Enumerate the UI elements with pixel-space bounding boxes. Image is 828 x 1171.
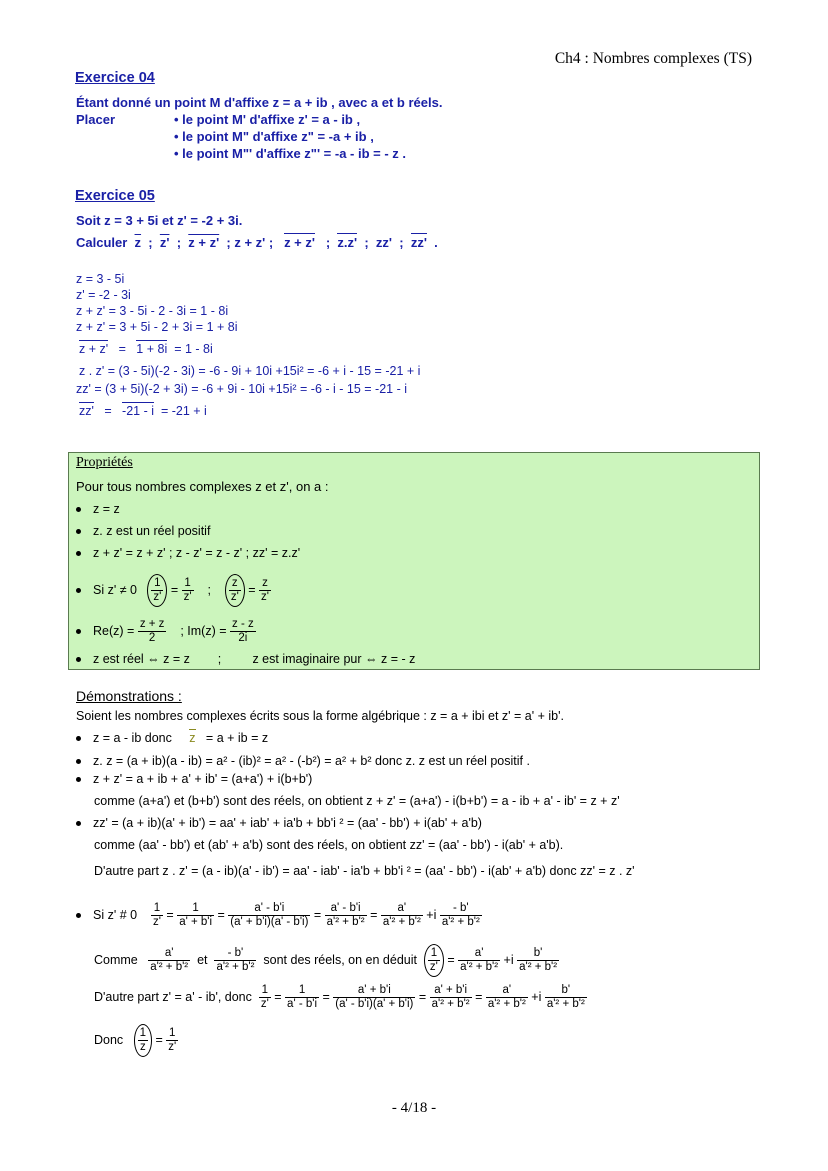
exercise-04-title: Exercice 04 [75,70,155,86]
page-footer: - 4/18 - [391,1100,437,1116]
ex05-calculer-row [76,235,438,250]
bullet [76,821,81,826]
calc-item: zz' [410,235,427,250]
bullet [76,736,81,741]
sol-line-6: z . z' = (3 - 5i)(-2 - 3i) = -6 - 9i + 10i +15i² = -6 + i - 15 = -21 + i [79,364,421,378]
ex04-bullet2: • le point M" d'affixe z" = -a + ib , [174,129,374,144]
sol-l5-d: = 1 - 8i [174,342,213,356]
properties-intro: Pour tous nombres complexes z et z', on a : [76,479,329,494]
sol-l8-d: = -21 + i [160,404,207,418]
bullet [76,507,81,512]
sol-l8-c: -21 - i [122,404,154,418]
calc-sep: ; [399,235,404,250]
demo-2: z. z = (a + ib)(a - ib) = a² - (ib)² = a² - (-b²) = a² + b² donc z. z est un réel positif . [76,754,530,768]
calc-item: $\overline{z}$ [134,235,142,250]
properties-title: Propriétés [76,455,133,470]
demo-7: D'autre part z' = a' - ib', donc $\frac{1}{z'}$ = $\frac{1}{a' - b'i}$ = $\frac{a' + b'i}{(a' - b'i)(a' + b'i)}$ = $\frac{a' + b'i}{\text{a'² + b'²}}$ = $\frac{a'}{\text{a'² + b'²}}$ +i $\frac{b'}{\text{a'² + b'²}}$ [94,984,585,1010]
calc-item: ; z + z' ; [226,235,274,250]
quot-paren: $\frac{z}{z'}$ [225,574,245,607]
calc-item: zz' [375,235,393,250]
sol-line-3: z + z' = 3 - 5i - 2 - 3i = 1 - 8i [76,304,229,318]
bullet [76,551,81,556]
sol-line-4: z + z' = 3 + 5i - 2 + 3i = 1 + 8i [76,320,238,334]
demo-5: Si z' # 0 $\frac{1}{z'}$ = $\frac{1}{a' + b'i}$ = $\frac{a' - b'i}{(a' + b'i)(a' - b'i)}$ = $\frac{a' - b'i}{\text{a'² + b'²}}$ = $\frac{a'}{\text{a'² + b'²}}$ +i $\frac{- b'}{\text{a'² + b'²}}$ [76,902,482,929]
exercise-05-title: Exercice 05 [75,188,155,204]
bullet [76,629,81,634]
property-5: Re(z) = $\frac{z + z}{2}$ ; Im(z) = $\frac{z - z}{2i}$ [76,618,256,645]
property-6: z est réel ⇔ z = z ; z est imaginaire pur ⇔ z = - z [76,652,415,666]
sol-l8-b: = [104,404,112,418]
bullet [76,588,81,593]
ex04-line1: Étant donné un point M d'affixe z = a + ib , avec a et b réels. [76,95,443,110]
demo-4: zz' = (a + ib)(a' + ib') = aa' + iab' + ia'b + bb'i ² = (aa' - bb') + i(ab' + a'b) [76,816,482,830]
property-2: z. z est un réel positif [76,524,210,538]
sol-l8-a: zz' [79,404,94,418]
demo-4c: D'autre part z . z' = (a - ib)(a' - ib') = aa' - iab' - ia'b + bb'i ² = (aa' - bb') - i(ab' + a'b) donc zz' = z . z' [94,864,635,878]
property-4: Si z' ≠ 0 $\frac{1}{z'}$ = $\frac{1}{z'}$ ; $\frac{z}{z'}$ = $\frac{z}{z'}$ [76,574,271,607]
ex04-bullet3: • le point M"' d'affixe z"' = -a - ib = - z . [174,146,407,161]
calc-sep: ; [176,235,182,250]
page-header: Ch4 : Nombres complexes (TS) [554,50,752,67]
demo-1: z = a - ib donc z = a + ib = z [76,731,268,745]
demo-3b: comme (a+a') et (b+b') sont des réels, on obtient z + z' = (a+a') - i(b+b') = a - ib + a' - ib' = z + z' [94,794,620,808]
property-1: z = z [76,502,120,516]
sol-line-7: zz' = (3 + 5i)(-2 + 3i) = -6 + 9i - 10i +15i² = -6 - i - 15 = -21 - i [76,382,407,396]
ex05-soit: Soit z = 3 + 5i et z' = -2 + 3i. [76,213,243,228]
calc-item: z.z' [337,235,358,250]
demo-8: Donc $\frac{1}{z}$ = $\frac{1}{z'}$ [94,1024,178,1057]
demo-6: Comme $\frac{a'}{\text{a'² + b'²}}$ et $\frac{- b'}{\text{a'² + b'²}}$ sont des réels, on en déduit $\frac{1}{z'}$ = $\frac{a'}{\text{a'² + b'²}}$ +i $\frac{b'}{\text{a'² + b'²}}$ [94,944,559,977]
demo-intro: Soient les nombres complexes écrits sous la forme algébrique : z = a + ibi et z' = a' + ib'. [76,709,564,723]
ex04-bullet1: • le point M' d'affixe z' = a - ib , [174,112,361,127]
sol-line-5 [79,342,213,356]
bullet [76,657,81,662]
calc-item: z + z' [284,235,315,250]
bullet [76,759,81,764]
calc-item: z + z' [188,235,220,250]
inv-z-paren: $\frac{1}{z'}$ [147,574,167,607]
calc-sep: ; [364,235,369,250]
sol-line-2: z' = -2 - 3i [76,288,131,302]
calc-item: z' [159,235,170,250]
ex05-calculer: Calculer [76,235,128,250]
bullet [76,529,81,534]
sol-line-1: z = 3 - 5i [76,272,125,286]
calc-sep: . [434,235,438,250]
demo-3: z + z' = a + ib + a' + ib' = (a+a') + i(b+b') [76,772,312,786]
sol-l5-c: 1 + 8i [136,342,168,356]
ex04-placer: Placer [76,112,116,127]
bullet [76,777,81,782]
calc-sep: ; [148,235,153,250]
sol-l5-a: z + z' [79,342,109,356]
sol-l5-b: = [118,342,126,356]
sol-line-8 [79,404,207,418]
bullet [76,913,81,918]
calc-sep: ; [325,235,331,250]
demo-4b: comme (aa' - bb') et (ab' + a'b) sont des réels, on obtient zz' = (aa' - bb') - i(ab' + a'b). [94,838,564,852]
property-3: z + z' = z + z' ; z - z' = z - z' ; zz' = z.z' [76,546,300,560]
demonstrations-title: Démonstrations : [76,688,182,704]
